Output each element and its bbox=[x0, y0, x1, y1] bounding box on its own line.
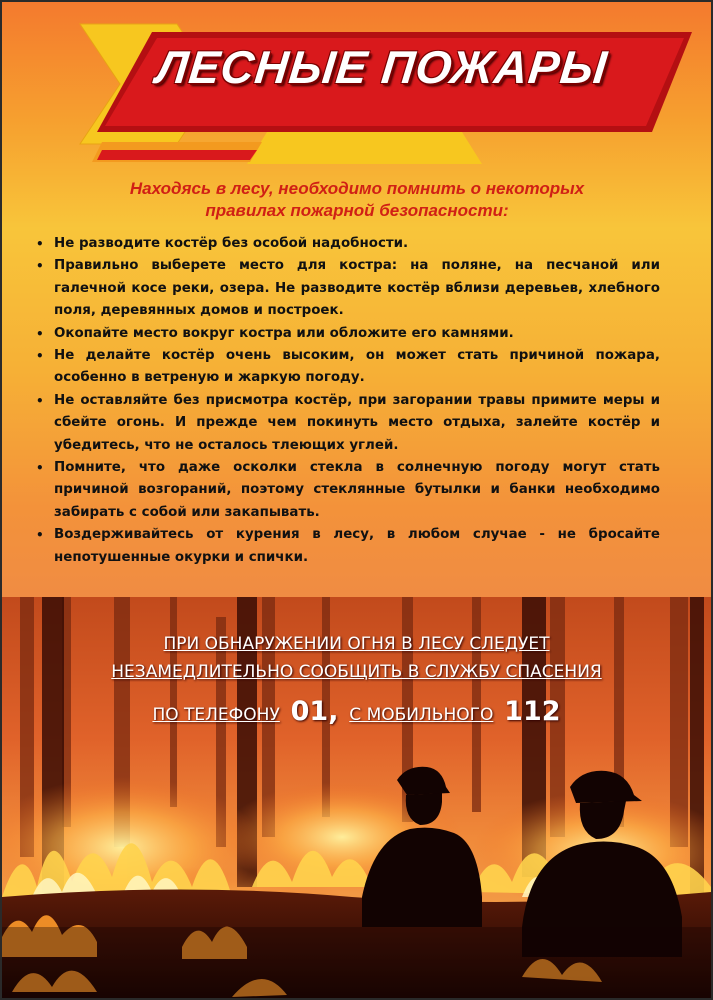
mobile-prefix: С МОБИЛЬНОГО bbox=[349, 705, 494, 725]
bullet-icon: • bbox=[36, 461, 44, 476]
subtitle-line-2: правилах пожарной безопасности: bbox=[205, 201, 509, 220]
safety-rules-list bbox=[36, 233, 660, 569]
phone-prefix: ПО ТЕЛЕФОНУ bbox=[152, 705, 280, 725]
bullet-icon: • bbox=[36, 326, 44, 341]
rule-text: Окопайте место вокруг костра или обложите его камнями. bbox=[54, 325, 514, 341]
phone-line bbox=[2, 696, 711, 727]
forest-fire-image bbox=[2, 597, 711, 1000]
bullet-icon: • bbox=[36, 349, 44, 364]
call-line-2: НЕЗАМЕДЛИТЕЛЬНО СООБЩИТЬ В СЛУЖБУ СПАСЕНИЯ bbox=[111, 662, 602, 682]
phone-number: 01, bbox=[290, 696, 339, 727]
bullet-icon: • bbox=[36, 528, 44, 543]
rule-text: Не оставляйте без присмотра костёр, при загорании травы примите меры и сбейте огонь. И прежде чем покинуть место отдыха, залейте костёр и убедитесь, что не осталось тлеющих углей. bbox=[54, 392, 660, 453]
rule-item bbox=[36, 457, 660, 524]
rule-item bbox=[36, 233, 660, 255]
rule-item bbox=[36, 390, 660, 457]
bullet-icon: • bbox=[36, 259, 44, 274]
rule-text: Не делайте костёр очень высоким, он может стать причиной пожара, особенно в ветреную и жаркую погоду. bbox=[54, 348, 660, 386]
subtitle-line-1: Находясь в лесу, необходимо помнить о некоторых bbox=[129, 179, 585, 198]
rule-text: Помните, что даже осколки стекла в солнечную погоду могут стать причиной возгораний, поэтому стеклянные бутылки и банки необходимо забирать с собой или закапывать. bbox=[54, 460, 660, 520]
rule-item bbox=[36, 345, 660, 390]
bullet-icon: • bbox=[36, 393, 44, 408]
rule-item bbox=[36, 524, 660, 569]
rule-item bbox=[36, 255, 660, 322]
rule-text: Правильно выберете место для костра: на поляне, на песчаной или галечной косе реки, озера. Не разводите костёр вблизи деревьев, хлебного поля, деревянных домов и построек. bbox=[54, 258, 660, 319]
poster-title: ЛЕСНЫЕ ПОЖАРЫ bbox=[153, 41, 611, 93]
call-line-1: ПРИ ОБНАРУЖЕНИИ ОГНЯ В ЛЕСУ СЛЕДУЕТ bbox=[163, 634, 550, 654]
rule-text: Не разводите костёр без особой надобности. bbox=[54, 236, 409, 251]
bullet-icon: • bbox=[36, 237, 44, 251]
mobile-number: 112 bbox=[504, 696, 561, 727]
rule-text: Воздерживайтесь от курения в лесу, в любом случае - не бросайте непотушенные окурки и спички. bbox=[54, 527, 660, 565]
rule-item bbox=[36, 323, 660, 345]
subtitle bbox=[42, 178, 672, 222]
